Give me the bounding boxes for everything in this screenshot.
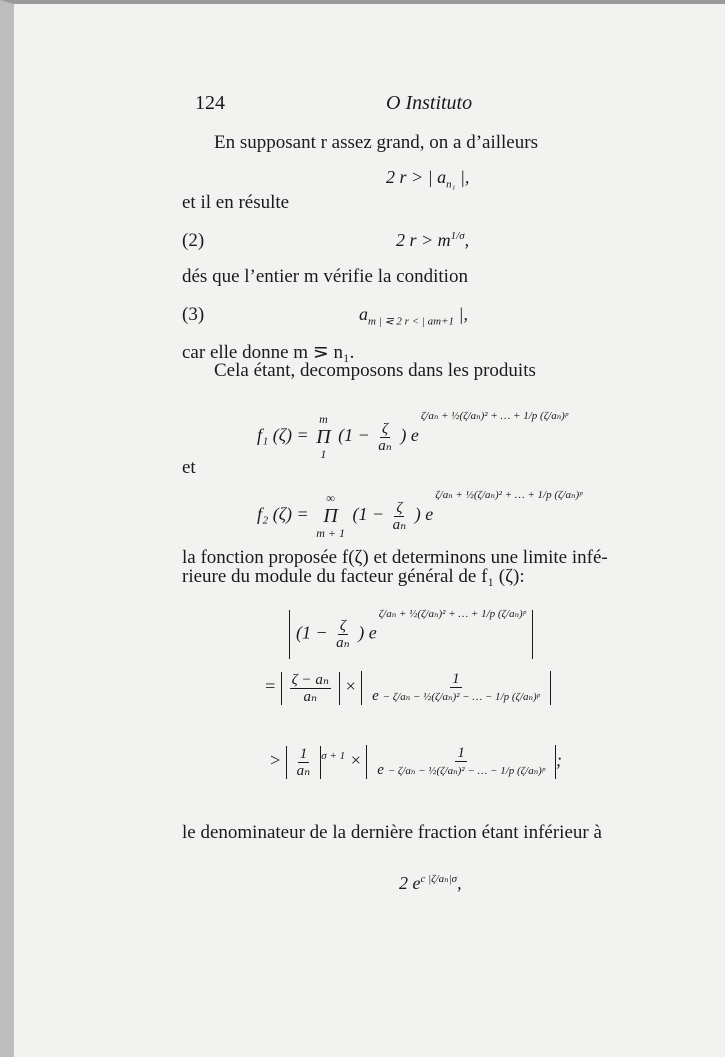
modulus-expression: (1 − $\frac{\zeta}{\text{aₙ}}$ ) $e^{\zeta/a_n + \frac{1}{2}(\zeta/a_n)^2 + \dots + 1/p (\zeta/a_n)ᵖ}$ — [289, 610, 533, 659]
formula-f2: f₂ (ζ) = ∞ Π m + 1 (1 − $\frac{\zeta}{\text{aₙ}}$ ) $e^{\zeta/a_n + \frac{1}{2}(\zeta/a_n)^2 + \dots + 1/p (\zeta/a_n)ᵖ}$ — [257, 489, 583, 540]
equation-3: $a_{m | ⋜ 2 r < | am+1}$ |, — [359, 304, 468, 328]
text-line-5: Cela étant, decomposons dans les produits — [214, 360, 536, 381]
text-et: et — [182, 457, 196, 478]
text-line-1: En supposant r assez grand, on a d’ailleurs — [214, 132, 538, 153]
equation-3-label: (3) — [182, 304, 205, 325]
text-line-8: le denominateur de la dernière fraction étant inférieur à — [182, 822, 602, 843]
product-symbol: m Π 1 — [316, 412, 331, 461]
text-line-4: car elle donne m ⋝ n₁. — [182, 342, 355, 363]
equation-2-label: (2) — [182, 230, 205, 251]
text-line-7: rieure du module du facteur général de f₁ (ζ): — [182, 566, 525, 587]
text-line-6: la fonction proposée f(ζ) et determinons une limite infé- — [182, 547, 608, 568]
inequality-line: > $\frac{1}{\text{aₙ}}$ $^{\sigma + 1}$ × $\frac{1}{\text{e − ζ/aₙ − ½(ζ/aₙ)² − … − 1/p (ζ/aₙ)ᵖ}}$ ; — [269, 745, 562, 779]
text-line-3: dés que l’entier m vérifie la condition — [182, 266, 468, 287]
final-expression: 2 $e^{c |\zeta/a_n|\sigma}$, — [399, 873, 462, 893]
formula-f1: f₁ (ζ) = m Π 1 (1 − $\frac{\zeta}{\text{aₙ}}$ ) $e^{\zeta/a_n + \frac{1}{2}(\zeta/a_n)^2 + \dots + 1/p (\zeta/a_n)ᵖ}$ — [257, 410, 568, 461]
equation-2: 2 $r > m^{1/\sigma}$, — [396, 230, 470, 250]
equality-line: = $\frac{\text{ζ − aₙ}}{\text{aₙ}}$ × $\frac{1}{\text{e − ζ/aₙ − ½(ζ/aₙ)² − … − 1/p (ζ/aₙ)ᵖ}}$ — [264, 671, 551, 705]
page-number: 124 — [195, 92, 225, 114]
equation-1: 2 r > | $a_{n_1}$ |, — [386, 167, 470, 191]
running-title: O Instituto — [386, 92, 473, 114]
text-line-2: et il en résulte — [182, 192, 290, 213]
product-symbol: ∞ Π m + 1 — [316, 491, 345, 540]
